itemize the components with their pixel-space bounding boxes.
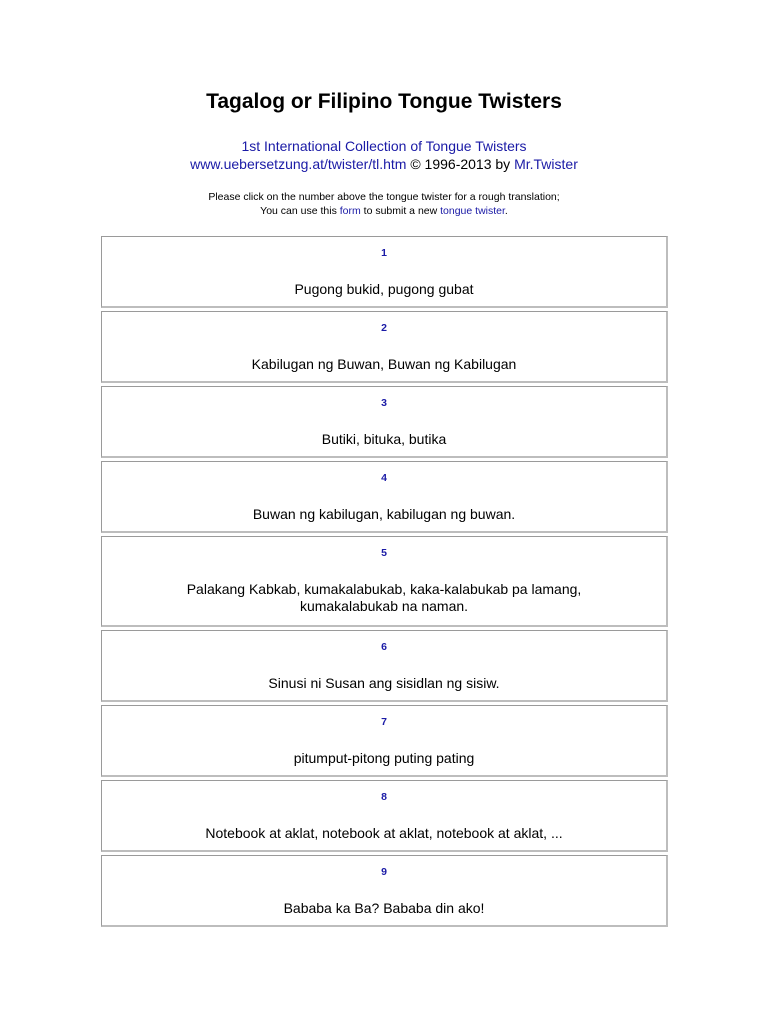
twister-number-link[interactable]: 5	[381, 547, 387, 559]
instructions-mid: to submit a new	[360, 205, 441, 217]
twister-text: Sinusi ni Susan ang sisidlan ng sisiw.	[268, 675, 500, 691]
twister-card	[101, 461, 668, 533]
collection-link[interactable]: 1st International Collection of Tongue Twisters	[241, 138, 527, 154]
twister-text: Butiki, bituka, butika	[321, 431, 447, 447]
twister-number-link[interactable]: 8	[381, 791, 387, 803]
twister-card	[101, 855, 668, 927]
twister-card	[101, 780, 668, 852]
instructions	[0, 190, 768, 218]
twister-card	[101, 236, 668, 308]
twister-list	[101, 236, 668, 930]
twister-text: Buwan ng kabilugan, kabilugan ng buwan.	[252, 506, 516, 522]
twister-card	[101, 705, 668, 777]
twister-card	[101, 386, 668, 458]
twister-text-line1: Palakang Kabkab, kumakalabukab, kaka-kalabukab pa lamang,	[186, 581, 582, 597]
tongue-twister-link[interactable]: tongue twister	[440, 205, 505, 217]
twister-text: Pugong bukid, pugong gubat	[294, 281, 474, 297]
form-link[interactable]: form	[339, 205, 361, 217]
page-title: Tagalog or Filipino Tongue Twisters	[206, 90, 562, 113]
subheading	[0, 137, 768, 173]
twister-text-line2: kumakalabukab na naman.	[299, 598, 469, 614]
twister-card	[101, 311, 668, 383]
instructions-suffix: .	[504, 205, 508, 217]
twister-number-link[interactable]: 9	[381, 866, 387, 878]
twister-number-link[interactable]: 7	[381, 716, 387, 728]
twister-text: Notebook at aklat, notebook at aklat, notebook at aklat, ...	[205, 825, 563, 841]
copyright-text: © 1996-2013 by	[406, 156, 515, 172]
twister-number-link[interactable]: 4	[381, 472, 387, 484]
twister-number-link[interactable]: 3	[381, 397, 387, 409]
twister-text: Kabilugan ng Buwan, Buwan ng Kabilugan	[251, 356, 517, 372]
twister-number-link[interactable]: 6	[381, 641, 387, 653]
twister-card	[101, 536, 668, 627]
twister-text: Bababa ka Ba? Bababa din ako!	[283, 900, 485, 916]
twister-number-link[interactable]: 2	[381, 322, 387, 334]
author-link[interactable]: Mr.Twister	[514, 156, 578, 172]
twister-card	[101, 630, 668, 702]
instructions-line1: Please click on the number above the tongue twister for a rough translation;	[208, 191, 560, 203]
instructions-prefix: You can use this	[260, 205, 340, 217]
url-link[interactable]: www.uebersetzung.at/twister/tl.htm	[190, 156, 407, 172]
twister-number-link[interactable]: 1	[381, 247, 387, 259]
twister-text: pitumput-pitong puting pating	[293, 750, 475, 766]
twister-text	[110, 581, 658, 615]
